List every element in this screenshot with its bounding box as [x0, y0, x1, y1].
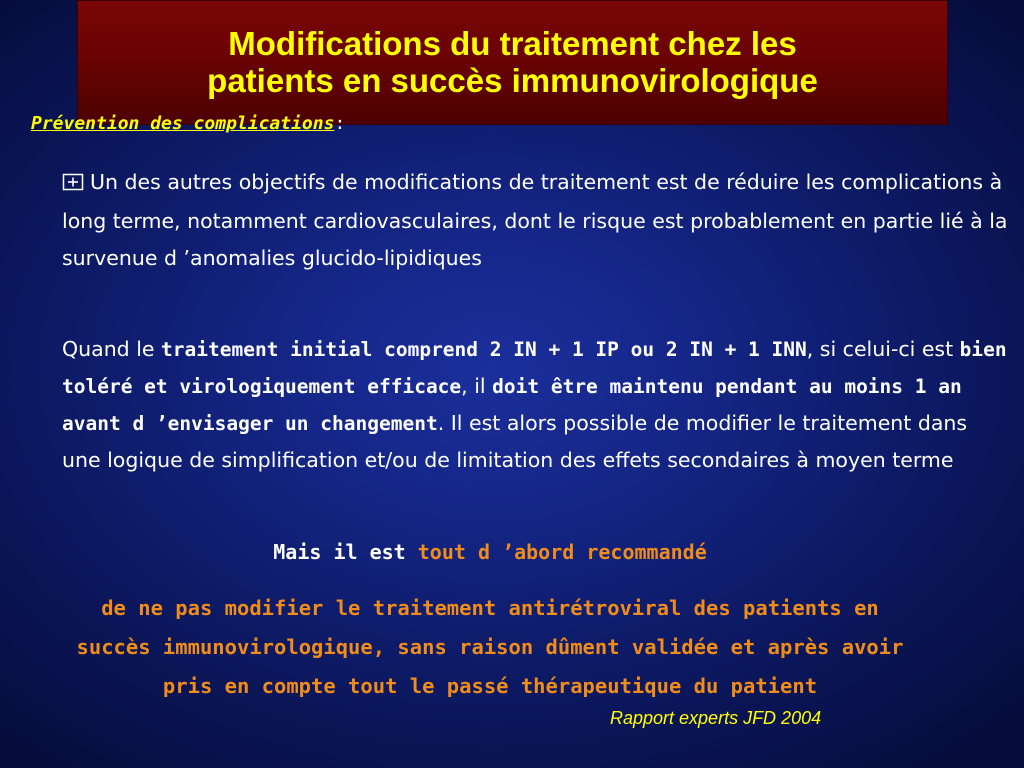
conclusion-lead-orange: tout d ’abord recommandé [417, 540, 707, 564]
para2-part-4: . Il est alors possible de modifier le traitement dans une logique de simplification et/ou de limitation des effets secondaires à moyen terme [62, 411, 968, 472]
section-heading [31, 112, 345, 136]
para2-bold-2: bien toléré et virologiquement efficace [62, 338, 1007, 398]
paragraph-objectives-text: Un des autres objectifs de modifications de traitement est de réduire les complications à long terme, notamment cardiovasculaires, dont le risque est probablement en partie lié à la survenue d ’anomalies glucido-lipidiques [62, 170, 1008, 270]
section-heading-colon: : [334, 113, 346, 134]
slide-title-line-2: patients en succès immunovirologique [207, 61, 818, 99]
para2-bold-3: doit être maintenu pendant au moins 1 an avant d ’envisager un changement [62, 375, 962, 435]
section-heading-text: Prévention des complications [31, 113, 335, 134]
para2-part-2: , si celui-ci est [806, 337, 960, 361]
conclusion-body: de ne pas modifier le traitement antirétroviral des patients en succès immunovirologique, sans raison dûment validée et après avoir pris en compte tout le passé thérapeutique du patient [76, 596, 904, 698]
source-citation: Rapport experts JFD 2004 [610, 708, 822, 728]
paragraph-initial-treatment [62, 331, 1012, 479]
slide-title-line-1: Modifications du traitement chez les [228, 24, 797, 62]
title-box [77, 0, 948, 125]
conclusion-lead [150, 533, 830, 572]
boxed-plus-icon [62, 166, 90, 203]
paragraph-objectives [62, 164, 1012, 277]
para2-part-1: Quand le [62, 337, 162, 361]
para2-bold-1: traitement initial comprend 2 IN + 1 IP ou 2 IN + 1 INN [161, 338, 807, 361]
para2-part-3: , il [461, 374, 493, 398]
conclusion-lead-white: Mais il est [273, 540, 418, 564]
